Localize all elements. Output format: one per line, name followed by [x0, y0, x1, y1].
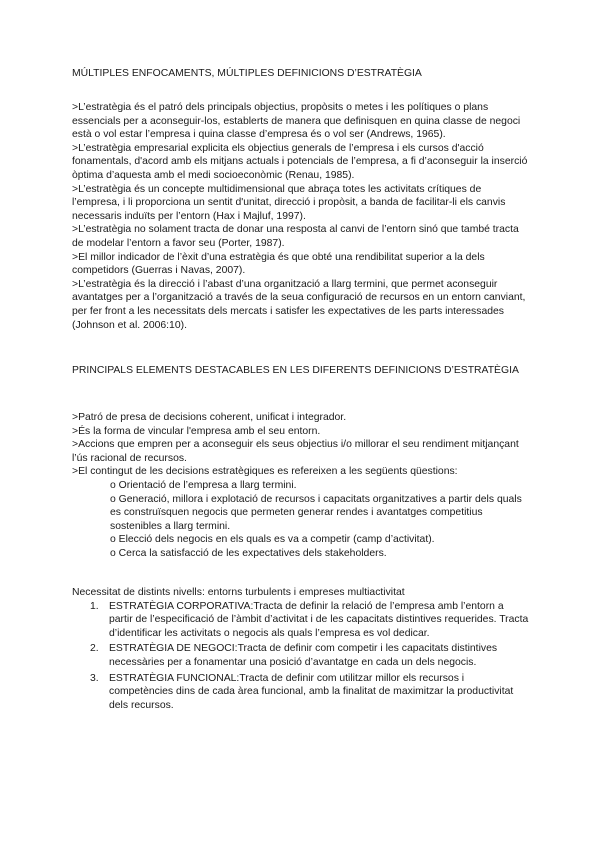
level-number: 3. [90, 672, 99, 684]
definition-paragraph: >L’estratègia és la direcció i l’abast d’una organització a llarg termini, que permet aconseguir avantatges per a l’organització a través de la seua configuració de recursos en un entorn canviant, per fer front a les necessitats dels mercats i satisfer les expectatives de les parts interessades (Johnson et al. 2006:10). [72, 278, 526, 331]
definition-paragraph: >L’estratègia és un concepte multidimensional que abraça totes les activitats crítiques de l’empresa, i li proporciona un sentit d'unitat, direcció i propòsit, a banda de facilitar-li els canvis necessaris induïts per l’entorn (Hax i Majluf, 1997). [72, 183, 506, 222]
element-item: >El contingut de les decisions estratègiques es refereixen a les següents qüestions: [72, 466, 458, 478]
level-item [72, 642, 530, 669]
level-item [72, 672, 530, 713]
element-subitem: o Cerca la satisfacció de les expectatives dels stakeholders. [110, 547, 387, 559]
level-number: 2. [90, 643, 99, 655]
element-item: >És la forma de vincular l'empresa amb el seu entorn. [72, 425, 321, 437]
element-subitem: o Generació, millora i explotació de recursos i capacitats organitzatives a partir dels quals es construïsquen negocis que permeten generar rendes i avantatges competitius sostenibles a llarg termini. [110, 493, 522, 532]
definition-paragraph: >L’estratègia no solament tracta de donar una resposta al canvi de l’entorn sinó que també tracta de modelar l’entorn a favor seu (Porter, 1987). [72, 224, 519, 249]
level-text: Tracta de definir com utilitzar millor els recursos i competències dins de cada àrea funcional, amb la finalitat de maximitzar la productivitat dels recursos. [109, 672, 514, 711]
levels-list [72, 600, 530, 713]
section-heading-elements: PRINCIPALS ELEMENTS DESTACABLES EN LES DIFERENTS DEFINICIONS D’ESTRATÈGIA [72, 365, 519, 376]
element-subitem: o Orientació de l’empresa a llarg termini. [110, 479, 297, 491]
definition-paragraph: >El millor indicador de l’èxit d’una estratègia és que obté una rendibilitat superior a la dels competidors (Guerras i Navas, 2007). [72, 251, 485, 277]
element-item: >Accions que empren per a aconseguir els seus objectius i/o millorar el seu rendiment mitjançant l’ús racional de recursos. [72, 439, 519, 464]
elements-list [72, 411, 530, 561]
section-elements [72, 364, 530, 378]
level-text: Tracta de definir la relació de l’empresa amb l’entorn a partir de l’especificació de l’àmbit d’activitat i de les capacitats distintives requerides. Tracta d’identificar les activitats o negocis als quals l’empresa es vol dedicar. [109, 600, 529, 639]
element-item: >Patró de presa de decisions coherent, unificat i integrador. [72, 412, 347, 423]
level-item [72, 600, 530, 641]
definition-paragraph: >L’estratègia empresarial explicita els objectius generals de l’empresa i els cursos d'acció fonamentals, d'acord amb els mitjans actuals i potencials de l’empresa, a fi d’aconseguir la inserció òptima d’aquesta amb el medi socioeconòmic (Renau, 1985). [72, 142, 528, 181]
level-text: Tracta de definir com competir i les capacitats distintives necessàries per a fonamentar una posició d’avantatge en cada un dels negocis. [109, 643, 498, 668]
section-heading-definitions: MÚLTIPLES ENFOCAMENTS, MÚLTIPLES DEFINICIONS D’ESTRATÈGIA [72, 68, 422, 79]
definition-paragraph: >L’estratègia és el patró dels principals objectius, propòsits o metes i les polítiques o plans essencials per a aconseguir-los, establerts de manera que definisquen en quina classe de negoci està o vol estar l’empresa i quina classe d’empresa és o vol ser (Andrews, 1965). [72, 102, 521, 141]
section-definitions [72, 67, 530, 81]
level-title: ESTRATÈGIA FUNCIONAL: [109, 672, 240, 684]
section-levels [72, 586, 530, 714]
definitions-list [72, 101, 530, 332]
level-number: 1. [90, 600, 99, 612]
level-title: ESTRATÈGIA CORPORATIVA: [109, 600, 254, 612]
levels-intro: Necessitat de distints nivells: entorns turbulents i empreses multiactivitat [72, 587, 405, 598]
element-subitem: o Elecció dels negocis en els quals es va a competir (camp d’activitat). [110, 534, 435, 546]
level-title: ESTRATÈGIA DE NEGOCI: [109, 643, 238, 655]
